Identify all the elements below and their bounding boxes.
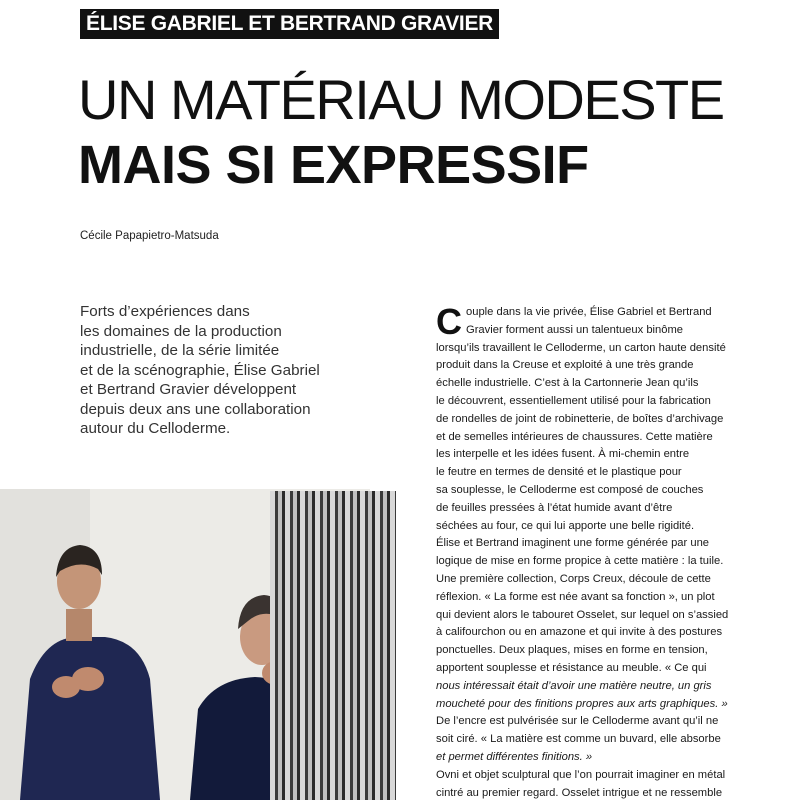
body-line: apportent souplesse et résistance au meuble. « Ce qui bbox=[436, 661, 707, 674]
body-line: De l’encre est pulvérisée sur le Celloderme avant qu’il ne bbox=[436, 715, 719, 728]
author-byline: Cécile Papapietro-Matsuda bbox=[80, 230, 219, 242]
striped-curtain bbox=[270, 491, 396, 800]
lede-line: et de la scénographie, Élise Gabriel bbox=[80, 361, 320, 379]
lede-line: Forts d’expériences dans bbox=[80, 303, 250, 320]
lede-line: industrielle, de la série limitée bbox=[80, 342, 280, 359]
body-line: échelle industrielle. C’est à la Cartonnerie Jean qu’ils bbox=[436, 377, 699, 390]
body-line: ponctuelles. Deux plaques, mises en forme en tension, bbox=[436, 644, 708, 657]
body-column bbox=[436, 301, 736, 802]
body-line: ouple dans la vie privée, Élise Gabriel et Bertrand bbox=[466, 306, 712, 318]
body-line-quote: moucheté pour des finitions propres aux arts graphiques. » bbox=[436, 697, 728, 710]
body-line: logique de mise en forme propice à cette matière : la tuile. bbox=[436, 555, 724, 568]
body-line: le découvrent, essentiellement utilisé pour la fabrication bbox=[436, 394, 711, 407]
headline-line-2: MAIS SI EXPRESSIF bbox=[78, 135, 589, 195]
body-line: de rondelles de joint de robinetterie, de boîtes d’archivage bbox=[436, 412, 724, 425]
lede-line: et Bertrand Gravier développent bbox=[80, 381, 297, 398]
body-line: qui devient alors le tabouret Osselet, sur lequel on s’assied bbox=[436, 608, 729, 621]
body-line: Une première collection, Corps Creux, découle de cette bbox=[436, 572, 711, 585]
body-line: réflexion. « La forme est née avant sa fonction », un plot bbox=[436, 590, 715, 603]
body-line: à califourchon ou en amazone et qui invite à des postures bbox=[436, 626, 723, 639]
body-line: Gravier forment aussi un talentueux binôme bbox=[466, 323, 684, 336]
headline-line-1: UN MATÉRIAU MODESTE bbox=[78, 68, 724, 131]
lede-line: autour du Celloderme. bbox=[80, 420, 231, 437]
body-line: sa souplesse, le Celloderme est composé de couches bbox=[436, 483, 704, 496]
body-line: cintré au premier regard. Osselet intrigue et ne ressemble bbox=[436, 786, 723, 799]
body-line: et de semelles intérieures de chaussures. Cette matière bbox=[436, 430, 713, 443]
section-kicker: ÉLISE GABRIEL ET BERTRAND GRAVIER bbox=[80, 9, 499, 39]
drop-cap: C bbox=[436, 301, 462, 342]
body-line-quote: et permet différentes finitions. » bbox=[436, 750, 593, 763]
lede-line: les domaines de la production bbox=[80, 322, 282, 340]
lede-line: depuis deux ans une collaboration bbox=[80, 400, 311, 418]
body-line: de feuilles pressées à l’état humide avant d’être bbox=[436, 501, 673, 514]
body-line-quote: nous intéressait était d’avoir une matière neutre, un gris bbox=[436, 679, 712, 692]
body-line: séchées au four, ce qui lui apporte une belle rigidité. bbox=[436, 519, 695, 532]
body-line: Élise et Bertrand imaginent une forme générée par une bbox=[436, 537, 710, 550]
body-line: soit ciré. « La matière est comme un buvard, elle absorbe bbox=[436, 733, 721, 746]
body-line: les interpelle et les idées fusent. À mi-chemin entre bbox=[436, 448, 690, 461]
body-line: Ovni et objet sculptural que l’on pourrait imaginer en métal bbox=[436, 768, 726, 781]
lede-paragraph bbox=[80, 302, 370, 439]
body-line: le feutre en termes de densité et le plastique pour bbox=[436, 466, 682, 479]
body-line: produit dans la Creuse et exploité à une très grande bbox=[436, 359, 694, 372]
body-line: lorsqu’ils travaillent le Celloderme, un carton haute densité bbox=[436, 341, 726, 354]
